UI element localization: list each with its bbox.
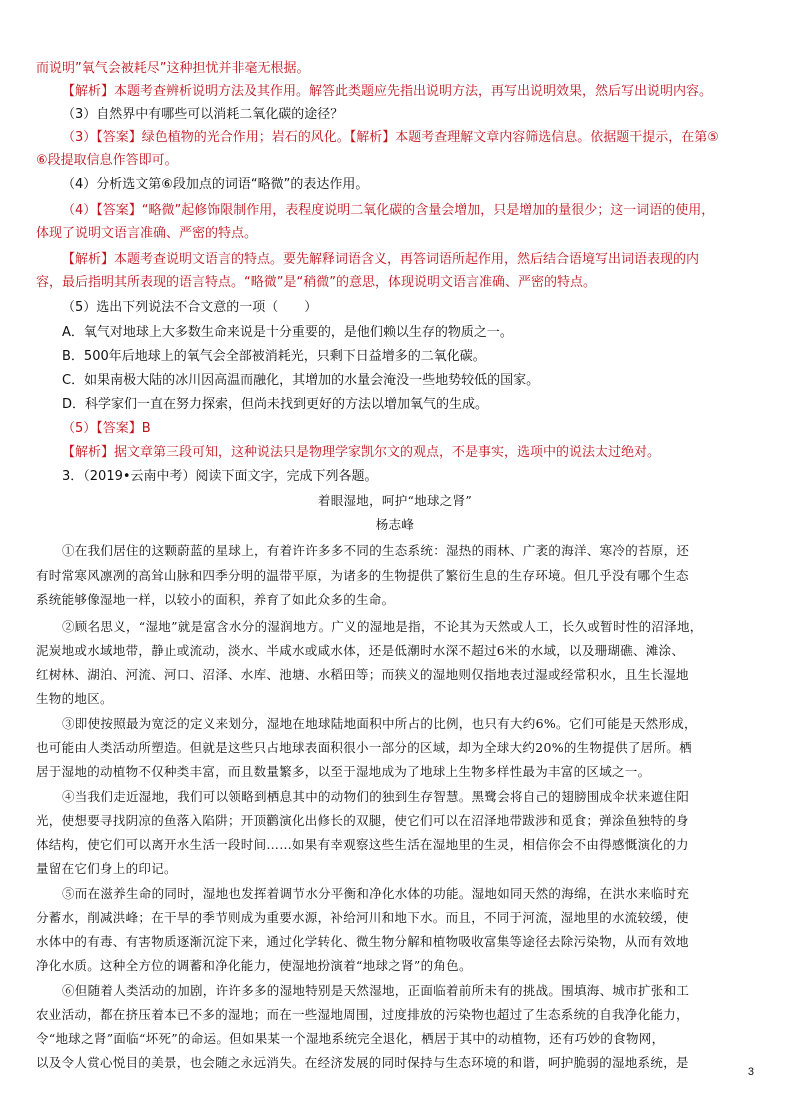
- paragraph-3: 居于湿地的动植物不仅种类丰富，而且数量繁多，以至于湿地成为了地球上生物多样性最为丰富的区域之一。: [36, 764, 651, 779]
- analysis-4: 【解析】本题考查说明文语言的特点。要先解释词语含义，再答词语所起作用，然后结合语境写出词语表现的内: [62, 252, 700, 267]
- article-author: 杨志峰: [375, 517, 415, 532]
- answer-3: （3）【答案】绿色植物的光合作用；岩石的风化。【解析】本题考查理解文章内容筛选信息。依据题干提示，在第⑤: [62, 130, 719, 145]
- paragraph-5: 水体中的有毒、有害物质逐渐沉淀下来，通过化学转化、微生物分解和植物吸收富集等途径去除污染物，从而有效地: [36, 934, 689, 949]
- paragraph-6: 以及令人赏心悦目的美景，也会随之永远消失。在经济发展的同时保持与生态环境的和谐，呵护脆弱的湿地系统，是: [36, 1055, 689, 1070]
- question-4: （4）分析选文第⑥段加点的词语“略微”的表达作用。: [62, 177, 369, 192]
- option-a: A．氧气对地球上大多数生命来说是十分重要的，是他们赖以生存的物质之一。: [62, 325, 513, 340]
- paragraph-3: 也可能由人类活动所塑造。但就是这些只占地球表面积很小一部分的区域，却为全球大约20%的生物提供了居所。栖: [36, 740, 692, 755]
- paragraph-4: 体结构，使它们可以离开水生活一段时间……如果有幸观察这些生活在湿地里的生灵，相信你会不由得感慨演化的力: [36, 837, 689, 852]
- option-d: D．科学家们一直在努力探索，但尚未找到更好的方法以增加氧气的生成。: [62, 397, 489, 412]
- analysis-text: 【解析】本题考查辨析说明方法及其作用。解答此类题应先指出说明方法，再写出说明效果，然后写出说明内容。: [62, 84, 713, 99]
- answer-text: 而说明”氧气会被耗尽”这种担忧并非毫无根据。: [36, 61, 310, 76]
- paragraph-1: 有时常寒风凛冽的高耸山脉和四季分明的温带平原，为诸多的生物提供了繁衍生息的生存环境。但几乎没有哪个生态: [36, 568, 689, 583]
- paragraph-2: 生物的地区。: [36, 691, 113, 706]
- analysis-4-cont: 容，最后指明其所表现的语言特点。“略微”是“稍微”的意思，体现说明文语言准确、严密的特点。: [36, 275, 596, 290]
- paragraph-2: 红树林、湖泊、河流、河口、沼泽、水库、池塘、水稻田等；而狭义的湿地则仅指地表过湿或经常积水，且生长湿地: [36, 667, 689, 682]
- question-3: （3）自然界中有哪些可以消耗二氧化碳的途径？: [62, 107, 344, 122]
- paragraph-4: 光，使想要寻找阴凉的鱼落入陷阱；开顶鹳演化出修长的双腿，使它们可以在沼泽地带跋涉和觅食；弹涂鱼独特的身: [36, 813, 689, 828]
- paragraph-1: ①在我们居住的这颗蔚蓝的星球上，有着许许多多不同的生态系统：湿热的雨林、广袤的海洋、寒冷的苔原，还: [62, 543, 690, 558]
- answer-4: （4）【答案】“略微”起修饰限制作用，表程度说明二氧化碳的含量会增加，只是增加的量很少；这一词语的使用，: [62, 203, 715, 218]
- option-c: C．如果南极大陆的冰川因高温而融化，其增加的水量会淹没一些地势较低的国家。: [62, 373, 540, 388]
- paragraph-6: 令“地球之肾”面临“坏死”的命运。但如果某一个湿地系统完全退化，栖居于其中的动植物，还有巧妙的食物网，: [36, 1031, 665, 1046]
- paragraph-6: ⑥但随着人类活动的加剧，许许多多的湿地特别是天然湿地，正面临着前所未有的挑战。围填海、城市扩张和工: [62, 983, 690, 998]
- paragraph-4: 量留在它们身上的印记。: [36, 861, 177, 876]
- option-b: B．500年后地球上的氧气会全部被消耗光，只剩下日益增多的二氧化碳。: [62, 349, 486, 364]
- paragraph-4: ④当我们走近湿地，我们可以领略到栖息其中的动物们的独到生存智慧。黑鹭会将自己的翅膀围成伞状来遮住阳: [62, 789, 690, 804]
- article-title: 着眼湿地，呵护“地球之肾”: [317, 493, 473, 508]
- paragraph-6: 农业活动，都在挤压着本已不多的湿地；而在一些湿地周围，过度排放的污染物也超过了生态系统的自我净化能力，: [36, 1007, 689, 1022]
- paragraph-5: ⑤而在滋养生命的同时，湿地也发挥着调节水分平衡和净化水体的功能。湿地如同天然的海绵，在洪水来临时充: [62, 886, 690, 901]
- answer-5: （5）【答案】B: [62, 421, 151, 436]
- paragraph-5: 净化水质。这种全方位的调蓄和净化能力，使湿地扮演着“地球之肾”的角色。: [36, 958, 472, 973]
- analysis-5: 【解析】据文章第三段可知，这种说法只是物理学家凯尔文的观点，不是事实，选项中的说法太过绝对。: [62, 445, 661, 460]
- paragraph-2: 泥炭地或水域地带，静止或流动，淡水、半咸水或咸水体，还是低潮时水深不超过6米的水域，以及珊瑚礁、滩涂、: [36, 643, 685, 658]
- question-heading: 3．（2019•云南中考）阅读下面文字，完成下列各题。: [62, 469, 378, 484]
- page-number: 3: [747, 1066, 754, 1078]
- paragraph-5: 分蓄水，削减洪峰；在干旱的季节则成为重要水源，补给河川和地下水。而且，不同于河流，湿地里的水流较缓，使: [36, 910, 689, 925]
- question-5: （5）选出下列说法不合文意的一项（ ）: [62, 300, 318, 315]
- answer-3-cont: ⑥段提取信息作答即可。: [36, 153, 178, 168]
- answer-4-cont: 体现了说明文语言准确、严密的特点。: [36, 226, 258, 241]
- paragraph-2: ②顾名思义，“湿地”就是富含水分的湿润地方。广义的湿地是指，不论其为天然或人工，长久或暂时性的沼泽地，: [62, 619, 703, 634]
- paragraph-1: 系统能够像湿地一样，以较小的面积，养育了如此众多的生命。: [36, 592, 395, 607]
- paragraph-3: ③即使按照最为宽泛的定义来划分，湿地在地球陆地面积中所占的比例，也只有大约6%。它们可能是天然形成，: [62, 716, 697, 731]
